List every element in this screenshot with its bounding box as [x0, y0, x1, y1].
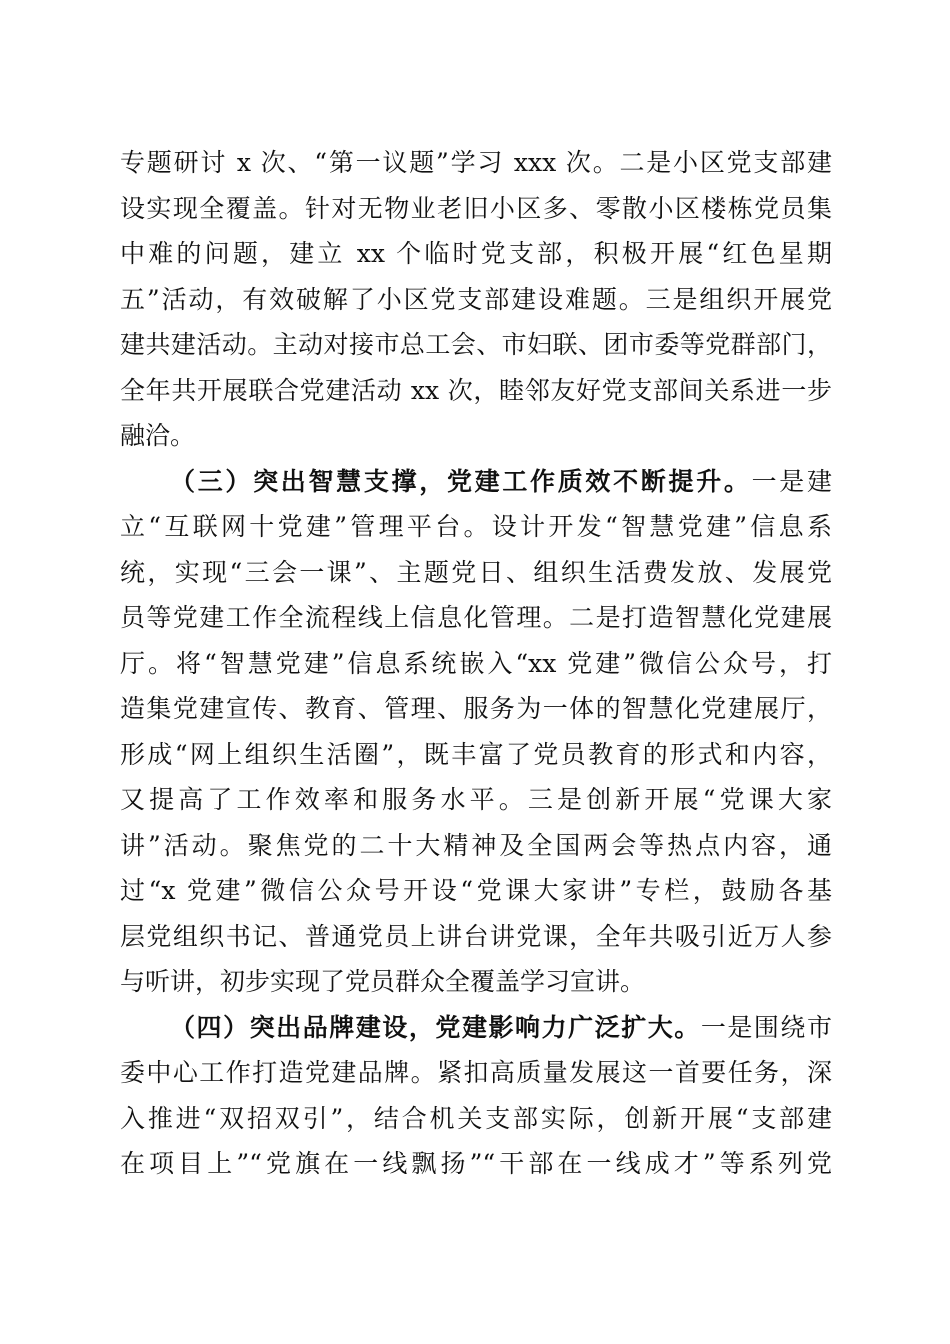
text-line: 形成“网上组织生活圈”，既丰富了党员教育的形式和内容， — [120, 739, 832, 769]
text-line: 又提高了工作效率和服务水平。三是创新开展“党课大家 — [120, 785, 832, 814]
text-line: 厅。将“智慧党建”信息系统嵌入“xx 党建”微信公众号，打 — [120, 648, 832, 678]
text-line: 中难的问题，建立 xx 个临时党支部，积极开展“红色星期 — [120, 239, 832, 268]
section-heading-3: （三）突出智慧支撑，党建工作质效不断提升。 — [170, 466, 752, 496]
text-line: 统，实现“三会一课”、主题党日、组织生活费发放、发展党 — [120, 557, 832, 587]
text-line: 建共建活动。主动对接市总工会、市妇联、团市委等党群部门， — [120, 330, 832, 359]
text-line: 五”活动，有效破解了小区党支部建设难题。三是组织开展党 — [120, 284, 832, 314]
paragraph-lead-text: 一是围绕市 — [700, 1012, 832, 1042]
paragraph-first-line — [120, 459, 832, 505]
paragraph-lead-text: 一是建 — [751, 466, 832, 496]
text-line: 过“x 党建”微信公众号开设“党课大家讲”专栏，鼓励各基 — [120, 876, 832, 905]
text-line: 设实现全覆盖。针对无物业老旧小区多、零散小区楼栋党员集 — [120, 193, 832, 223]
text-line: 与听讲，初步实现了党员群众全覆盖学习宣讲。 — [120, 967, 646, 996]
text-line: 层党组织书记、普通党员上讲台讲党课，全年共吸引近万人参 — [120, 921, 832, 951]
paragraph-first-line — [120, 1005, 832, 1051]
text-line: 造集党建宣传、教育、管理、服务为一体的智慧化党建展厅， — [120, 694, 832, 723]
text-line: 员等党建工作全流程线上信息化管理。二是打造智慧化党建展 — [120, 603, 832, 632]
section-heading-4: （四）突出品牌建设，党建影响力广泛扩大。 — [170, 1012, 701, 1042]
text-line: 立“互联网十党建”管理平台。设计开发“智慧党建”信息系 — [120, 512, 832, 541]
text-line: 入推进“双招双引”，结合机关支部实际，创新开展“支部建 — [120, 1103, 832, 1133]
text-line: 讲”活动。聚焦党的二十大精神及全国两会等热点内容，通 — [120, 830, 832, 860]
text-line: 委中心工作打造党建品牌。紧扣高质量发展这一首要任务，深 — [120, 1058, 832, 1087]
text-line: 在项目上”“党旗在一线飘扬”“干部在一线成才”等系列党 — [120, 1149, 832, 1178]
text-line: 专题研讨 x 次、“第一议题”学习 xxx 次。二是小区党支部建 — [120, 148, 832, 177]
document-body — [120, 140, 832, 1187]
text-line: 融洽。 — [120, 421, 196, 450]
text-line: 全年共开展联合党建活动 xx 次，睦邻友好党支部间关系进一步 — [120, 375, 832, 405]
